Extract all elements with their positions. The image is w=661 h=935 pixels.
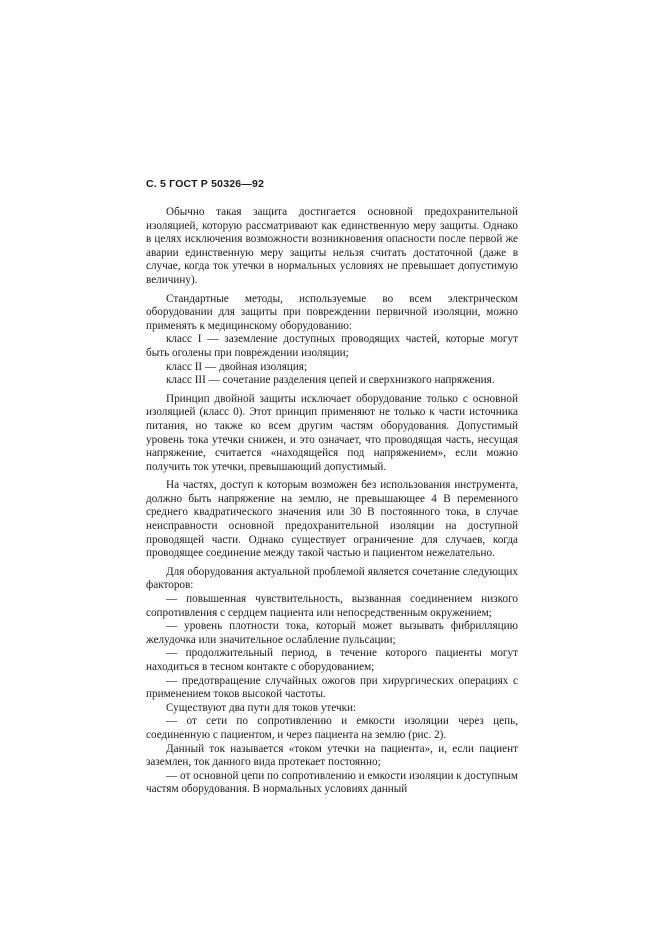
page-header: С. 5 ГОСТ Р 50326—92 — [146, 178, 265, 190]
paragraph: — уровень плотности тока, который может вызывать фибрилляцию желудочка или значительное ослабление пульсации; — [146, 620, 518, 646]
paragraph: — продолжительный период, в течение которого пациенты могут находиться в тесном контакте с оборудованием; — [146, 647, 518, 673]
paragraph: Принцип двойной защиты исключает оборудование только с основной изоляцией (класс 0). Этот принцип применяют не только к части источника питания, но также ко всем другим частям оборудования. Допустимый уровень тока утечки снижен, и это означает, что проводящая часть, несущая напряжение, считается «находящейся под напряжением», если можно получить ток утечки, превышающий допустимый. — [146, 392, 518, 473]
paragraph: На частях, доступ к которым возможен без использования инструмента, должно быть напряжение на землю, не превышающее 4 В переменного среднего квадратического значения или 30 В постоянного тока, в случае неисправности основной предохранительной изоляции на доступной проводящей части. Однако существует ограничение для случаев, когда проводящее соединение между такой частью и пациентом нежелательно. — [146, 479, 518, 560]
paragraph: Существуют два пути для токов утечки: — [166, 701, 357, 714]
body-text — [146, 206, 518, 797]
paragraph: класс III — сочетание разделения цепей и сверхнизкого напряжения. — [166, 374, 495, 387]
paragraph: Для оборудования актуальной проблемой является сочетание следующих факторов: — [146, 565, 518, 592]
paragraph: — от основной цепи по сопротивлению и емкости изоляции к доступным частям оборудования. В нормальных условиях данный — [146, 769, 518, 796]
paragraph: Стандартные методы, используемые во всем электрическом оборудовании для защиты при повреждении первичной изоляции, можно применять к медицинскому оборудованию: — [146, 292, 518, 332]
paragraph: Обычно такая защита достигается основной предохранительной изоляцией, которую рассматривают как единственную меру защиты. Однако в целях исключения возможности возникновения опасности после первой же аварии единственную меру защиты нельзя считать достаточной (даже в случае, когда ток утечки в нормальных условиях не превышает допустимую величину). — [146, 206, 518, 286]
paragraph: класс II — двойная изоляция; — [166, 360, 308, 373]
paragraph: — предотвращение случайных ожогов при хирургических операциях с применением токов высокой частоты. — [146, 674, 518, 701]
paragraph: — от сети по сопротивлению и емкости изоляции через цепь, соединенную с пациентом, и через пациента на землю (рис. 2). — [146, 715, 518, 741]
paragraph: класс I — заземление доступных проводящих частей, которые могут быть оголены при повреждении изоляции; — [146, 333, 518, 359]
paragraph: — повышенная чувствительность, вызванная соединением низкого сопротивления с сердцем пациента или непосредственным окружением; — [146, 593, 518, 619]
paragraph: Данный ток называется «током утечки на пациента», и, если пациент заземлен, ток данного вида протекает постоянно; — [146, 742, 518, 769]
